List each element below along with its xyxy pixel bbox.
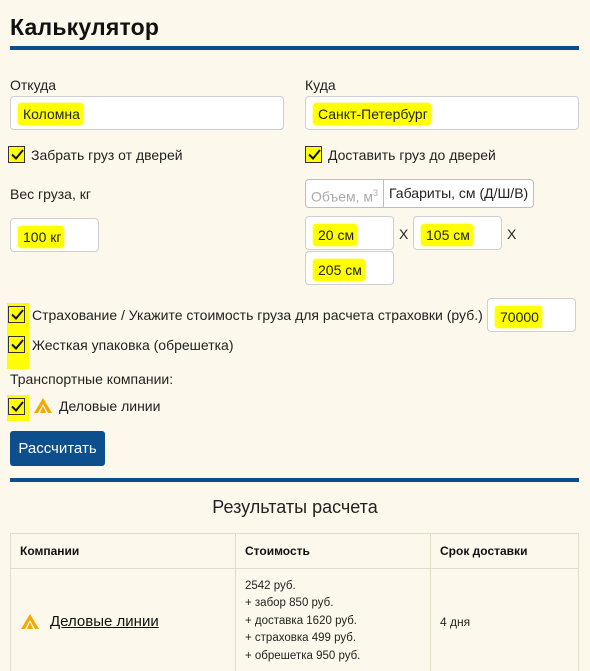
dellin-logo-icon bbox=[20, 613, 40, 630]
table-row bbox=[11, 569, 579, 671]
insurance-checkbox[interactable] bbox=[8, 306, 25, 323]
insurance-label: Страхование / Укажите стоимость груза для расчета страховки (руб.) bbox=[32, 307, 483, 323]
weight-field[interactable] bbox=[10, 218, 99, 252]
title-divider bbox=[10, 46, 579, 50]
volume-mode-sup: 3 bbox=[373, 188, 379, 198]
calculate-button[interactable]: Рассчитать bbox=[10, 431, 105, 466]
pickup-door-label: Забрать груз от дверей bbox=[31, 147, 183, 163]
cost-line: + забор 850 руб. bbox=[245, 597, 334, 610]
volume-mode-label: Объем, м bbox=[311, 188, 374, 205]
company-link[interactable]: Деловые линии bbox=[50, 613, 159, 630]
deliver-door-label: Доставить груз до дверей bbox=[328, 147, 496, 163]
height-value: 205 см bbox=[313, 259, 365, 281]
term-cell: 4 дня bbox=[431, 569, 579, 671]
company-cell bbox=[11, 569, 236, 671]
to-label: Куда bbox=[305, 77, 336, 93]
checkmark-icon bbox=[10, 147, 25, 162]
checkmark-icon bbox=[10, 337, 25, 352]
deliver-door-checkbox[interactable] bbox=[305, 146, 322, 163]
column-header: Срок доставки bbox=[431, 534, 579, 569]
weight-value: 100 кг bbox=[18, 226, 64, 248]
checkmark-icon bbox=[307, 147, 322, 162]
dim-separator: X bbox=[399, 226, 409, 242]
volume-mode-tab[interactable] bbox=[305, 179, 384, 208]
cost-line: + доставка 1620 руб. bbox=[245, 614, 357, 627]
checkmark-icon bbox=[10, 307, 25, 322]
dim-separator: X bbox=[507, 226, 517, 242]
rigid-pack-label: Жесткая упаковка (обрешетка) bbox=[32, 337, 234, 353]
height-field[interactable] bbox=[305, 251, 394, 285]
dellin-logo-icon bbox=[33, 397, 53, 414]
checkmark-icon bbox=[10, 399, 25, 414]
weight-label: Вес груза, кг bbox=[10, 186, 91, 202]
column-header: Стоимость bbox=[236, 534, 431, 569]
results-table bbox=[10, 533, 579, 671]
from-value: Коломна bbox=[18, 103, 83, 125]
column-header: Компании bbox=[11, 534, 236, 569]
from-field[interactable] bbox=[10, 96, 284, 130]
length-field[interactable] bbox=[305, 216, 394, 250]
rigid-pack-checkbox[interactable] bbox=[8, 336, 25, 353]
cost-line: + страховка 499 руб. bbox=[245, 632, 357, 645]
width-field[interactable] bbox=[413, 216, 502, 250]
dimensions-mode-tab[interactable]: Габариты, см (Д/Ш/В) bbox=[383, 179, 534, 208]
cost-line: 2542 руб. bbox=[245, 579, 296, 592]
length-value: 20 см bbox=[313, 224, 357, 246]
cost-cell bbox=[236, 569, 431, 671]
carriers-label: Транспортные компании: bbox=[10, 371, 174, 387]
results-divider bbox=[10, 478, 579, 482]
from-label: Откуда bbox=[10, 77, 57, 93]
results-title: Результаты расчета bbox=[212, 497, 378, 517]
table-header-row bbox=[11, 534, 579, 569]
width-value: 105 см bbox=[421, 224, 473, 246]
carrier-checkbox[interactable] bbox=[8, 398, 25, 415]
to-value: Санкт-Петербург bbox=[313, 103, 431, 125]
page-title: Калькулятор bbox=[10, 14, 160, 40]
pickup-door-checkbox[interactable] bbox=[8, 146, 25, 163]
to-field[interactable] bbox=[305, 96, 579, 130]
insurance-value-field[interactable] bbox=[487, 298, 576, 332]
carrier-name: Деловые линии bbox=[59, 398, 161, 414]
insurance-value: 70000 bbox=[495, 306, 542, 328]
cost-line: + обрешетка 950 руб. bbox=[245, 649, 361, 662]
